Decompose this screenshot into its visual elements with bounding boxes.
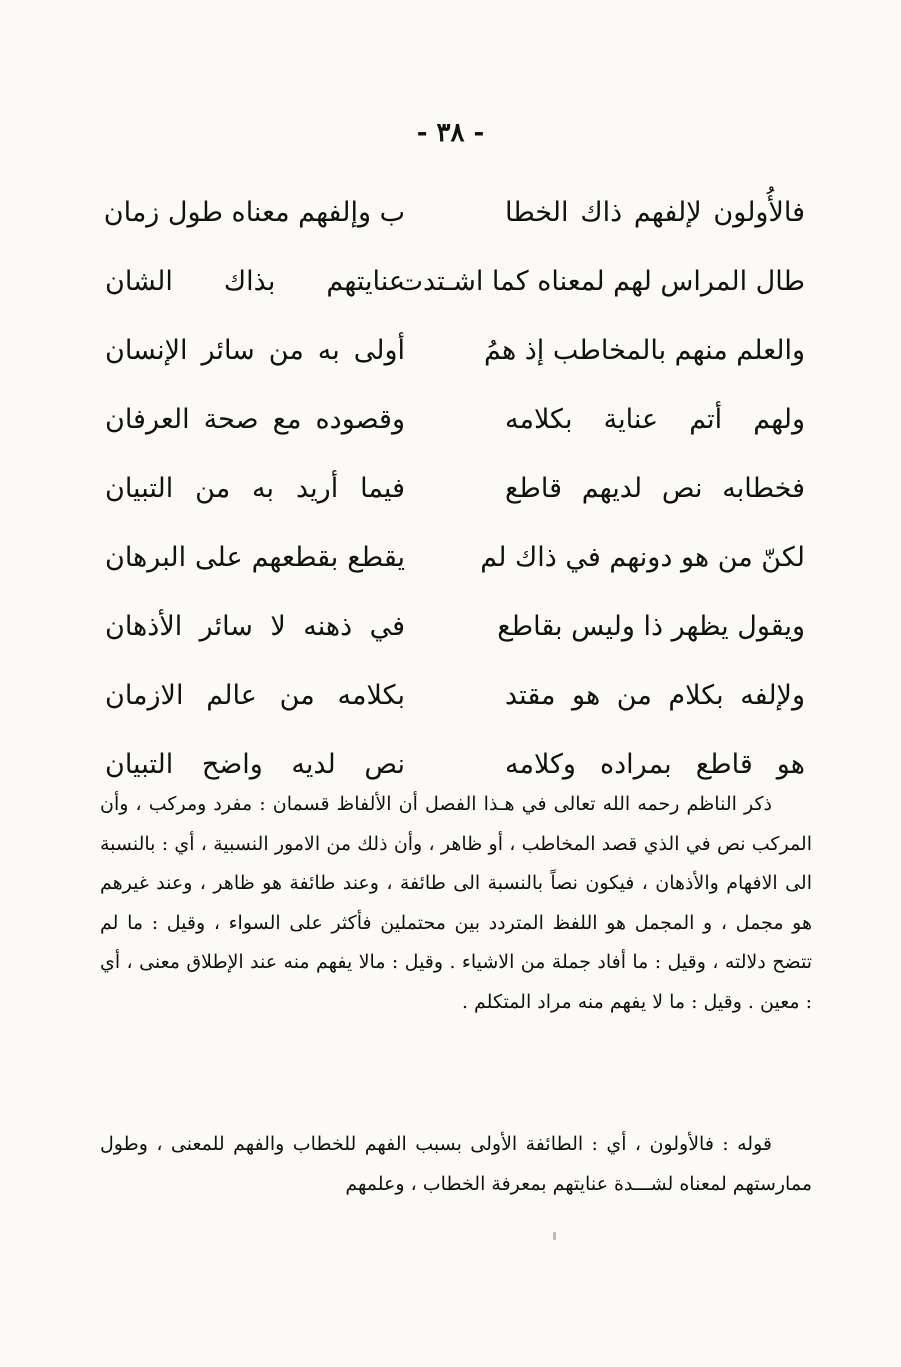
verse-second-hemistich: فيما أريد به من التبيان	[105, 473, 405, 504]
verse-second-hemistich: وقصوده مع صحة العرفان	[105, 404, 405, 435]
verse-second-hemistich: بكلامه من عالم الازمان	[105, 680, 405, 711]
paper-speck	[553, 1232, 556, 1240]
commentary-paragraph	[100, 785, 812, 1022]
verse-second-hemistich: نص لديه واضح التبيان	[105, 749, 405, 780]
verse-first-hemistich: فخطابه نص لديهم قاطع	[505, 473, 805, 504]
verse	[105, 592, 805, 661]
verse	[105, 661, 805, 730]
verse	[105, 178, 805, 247]
verse-first-hemistich: والعلم منهم بالمخاطب إذ همُ	[483, 335, 805, 366]
verse	[105, 454, 805, 523]
verse-first-hemistich: ولإلفه بكلام من هو مقتد	[505, 680, 805, 711]
verse-first-hemistich: ويقول يظهر ذا وليس بقاطع	[497, 611, 805, 642]
verse-first-hemistich: ولهم أتم عناية بكلامه	[505, 404, 805, 435]
verse-second-hemistich: ب وإلفهم معناه طول زمان	[103, 197, 405, 228]
commentary-text: قوله : فالأولون ، أي : الطائفة الأولى بسبب الفهم للخطاب والفهم للمعنى ، وطول ممارستهم لمعناه لشـــدة عنايتهم بمعرفة الخطاب ، وعلمهم	[100, 1133, 812, 1195]
commentary-paragraph	[100, 1125, 812, 1204]
verse-first-hemistich: فالأُولون لإلفهم ذاك الخطا	[505, 197, 805, 228]
verse-first-hemistich: طال المراس لهم لمعناه كما اشـتدت	[397, 266, 805, 297]
verse-second-hemistich: عنايتهم بذاك الشان	[105, 266, 405, 297]
verse	[105, 385, 805, 454]
page-number: - ٣٨ -	[416, 118, 485, 148]
verse-second-hemistich: أولى به من سائر الإنسان	[105, 335, 405, 366]
verse-first-hemistich: لكنّ من هو دونهم في ذاك لم	[480, 542, 805, 573]
verse	[105, 523, 805, 592]
poem-verses	[105, 178, 805, 799]
verse-first-hemistich: هو قاطع بمراده وكلامه	[505, 749, 805, 780]
verse-second-hemistich: يقطع بقطعهم على البرهان	[105, 542, 405, 573]
verse	[105, 247, 805, 316]
commentary-text: ذكر الناظم رحمه الله تعالى في هـذا الفصل أن الألفاظ قسمان : مفرد ومركب ، وأن المركب نص في الذي قصد المخاطب ، أو ظاهر ، وأن ذلك من الامور النسبية ، أي : بالنسبة الى الافهام والأذهان ، فيكون نصاً بالنسبة الى طائفة ، وعند طائفة هو ظاهر ، وعند غيرهم هو مجمل ، و المجمل هو اللفظ المتردد بين محتملين فأكثر على السواء ، وقيل : ما لم تتضح دلالته ، وقيل : ما أفاد جملة من الاشياء . وقيل : مالا يفهم منه عند الإطلاق معنى ، أي : معين . وقيل : ما لا يفهم منه مراد المتكلم .	[100, 793, 812, 1013]
verse	[105, 316, 805, 385]
verse-second-hemistich: في ذهنه لا سائر الأذهان	[105, 611, 405, 642]
